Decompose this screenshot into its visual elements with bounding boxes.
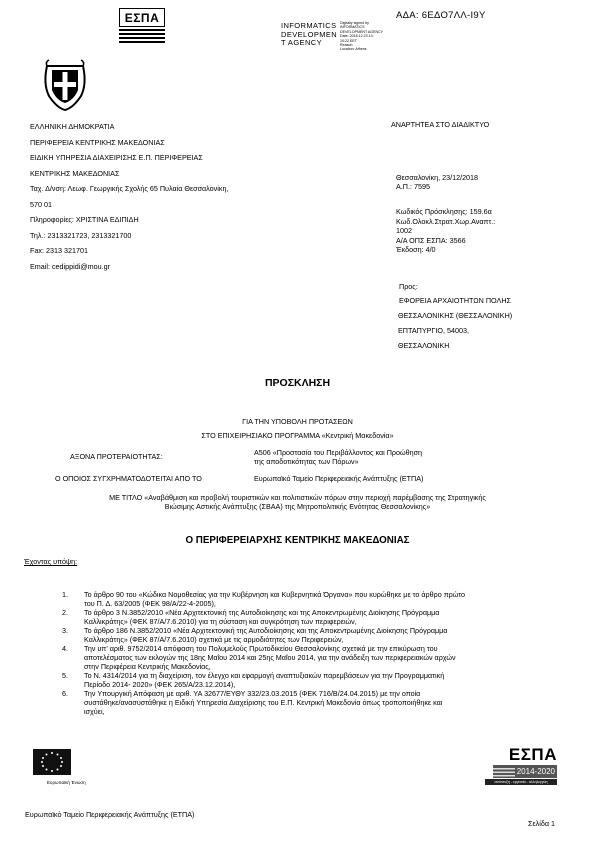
document-meta [396,173,495,255]
list-item-line: του Π. Δ. 63/2005 (ΦΕΚ 98/Α/22-4-2005), [84,599,216,608]
agency-small-2: INFORMATICS [340,25,365,30]
agency-line-1: INFORMATICS [281,21,337,30]
strategy-code-value: 1002 [396,226,412,235]
sender-block [30,119,228,274]
list-item-line: Περίοδο 2014- 2020» (ΦΕΚ 265/Α/23.12.2014), [84,680,236,689]
footer-fund-note: Ευρωπαϊκό Ταμείο Περιφερειακής Ανάπτυξης (ΕΤΠΑ) [25,810,195,819]
eu-flag-icon [33,749,71,775]
list-item [62,608,564,626]
sender-info-contact: Πληροφορίες: ΧΡΙΣΤΙΝΑ ΕΔΙΠΙΔΗ [30,215,139,224]
agency-small-6: Reason: [340,43,354,48]
subject-line: Βιώσιμης Αστικής Ανάπτυξης (ΣΒΑΑ) της Μητροπολιτικής Ενότητας Θεσσαλονίκης» [164,502,431,511]
list-item-line: Το άρθρο 186 Ν.3852/2010 «Νέα Αρχιτεκτονική της Αυτοδιοίκησης και της Αποκεντρωμένης Διοίκησης Πρόγραμμα [84,626,448,635]
list-item [62,689,564,716]
subject-line: ΜΕ ΤΙΤΛΟ «Αναβάθμιση και προβολή τουριστικών και πολιτιστικών πόρων στην περιοχή παρέμβασης της Στρατηγικής [109,493,486,502]
agency-signature-details [340,21,383,52]
list-item-line: Καλλικράτης» (ΦΕΚ 87/Α/7.6.2010) για τη σύσταση και συγκρότηση των περιφερειών, [84,617,357,626]
agency-small-1: Digitally signed by [340,21,369,25]
list-item-line: αποτελέσματος των εκλογών της 18ης Μαΐου 2014 και 25ης Μαΐου 2014, για την ανάδειξη των περιφερειακών αρχών [84,653,456,662]
list-item-line: στην Περιφέρεια Κεντρικής Μακεδονίας, [84,662,211,671]
ops-espa-number: Α/Α ΟΠΣ ΕΣΠΑ: 3566 [396,235,466,245]
version: Έκδοση: 4/0 [396,245,436,254]
espa-logo-stripes-icon [119,27,165,45]
sender-postcode: 570 01 [30,199,52,209]
subject-title [0,493,595,511]
document-date: Θεσσαλονίκη, 23/12/2018 [396,173,479,182]
agency-small-7: Location: Athens [340,47,367,52]
agency-small-5: 10:22 EET [340,38,357,43]
sender-email: Email: cedippidi@mou.gr [30,261,111,271]
priority-axis-value-line: της αποδοτικότητας των Πόρων» [254,457,359,466]
list-item-line: ισχύει, [84,707,105,716]
list-item-number: 6. [62,689,68,698]
espa-footer-years: 2014-2020 [516,767,555,776]
recipient-line: ΕΦΟΡΕΙΑ ΑΡΧΑΙΟΤΗΤΩΝ ΠΟΛΗΣ [399,296,511,305]
list-item-line: Το άρθρο 3 Ν.3852/2010 «Νέα Αρχιτεκτονική της Αυτοδιοίκησης και της Αποκεντρωμένης Διοίκησης Πρόγραμμα [84,608,440,617]
protocol-number: Α.Π.: 7595 [396,182,430,191]
list-item [62,590,564,608]
regional-governor-heading: Ο ΠΕΡΙΦΕΡΕΙΑΡΧΗΣ ΚΕΝΤΡΙΚΗΣ ΜΑΚΕΔΟΝΙΑΣ [185,535,410,546]
greek-flag-icon [493,765,515,778]
list-item-number: 2. [62,608,68,617]
sender-line: ΕΙΔΙΚΗ ΥΠΗΡΕΣΙΑ ΔΙΑΧΕΙΡΙΣΗΣ Ε.Π. ΠΕΡΙΦΕΡΕΙΑΣ [30,153,203,162]
list-item-number: 1. [62,590,68,599]
list-item-line: Καλλικράτης» (ΦΕΚ 87/Α/7.6.2010) σχετικά με τις αρμοδιότητες των Περιφερειών, [84,635,344,644]
sender-phone: Τηλ.: 2313321723, 2313321700 [30,230,132,240]
list-item [62,626,564,644]
agency-small-3: DEVELOPMENT AGENCY [340,29,384,34]
agency-line-2: DEVELOPMEN [281,29,338,39]
publish-note: ΑΝΑΡΤΗΤΕΑ ΣΤΟ ΔΙΑΔΙΚΤΥΟ [391,120,490,129]
list-item-line: Το άρθρο 90 του «Κώδικα Νομοθεσίας για την Κυβέρνηση και Κυβερνητικά Όργανα» που κυρώθηκε με το άρθρο πρώτο [84,590,465,599]
agency-small-4: Date: 2018.12.23 13: [340,34,374,39]
list-item-line: Την υπ' αριθ. 9752/2014 απόφαση του Πολυμελούς Πρωτοδικείου Θεσσαλονίκης σχετικά με την επικύρωση του [84,644,438,653]
agency-signature [281,22,337,48]
having-considered: Έχοντας υπόψη: [24,557,78,566]
priority-axis-label: ΑΞΟΝΑ ΠΡΟΤΕΡΑΙΟΤΗΤΑΣ: [70,452,163,461]
cofund-label: Ο ΟΠΟΙΟΣ ΣΥΓΧΡΗΜΑΤΟΔΟΤΕΙΤΑΙ ΑΠΟ ΤΟ [55,474,202,483]
espa-footer-logo [485,746,557,790]
strategy-code-label: Κωδ.Ολοκλ.Στρατ.Χωρ.Αναπτ.: [396,216,496,226]
sender-fax: Fax: 2313 321701 [30,246,88,255]
invitation-code: Κωδικός Πρόσκλησης: 159.6α [396,207,492,216]
ada-code: ΑΔΑ: 6ΕΔΟ7ΛΛ-Ι9Υ [396,10,486,21]
recipient-block [399,281,512,353]
eu-caption: Ευρωπαϊκή Ένωση [47,780,86,785]
list-item-number: 4. [62,644,68,653]
greek-coat-of-arms-icon [41,56,89,112]
espa-logo-text: ΕΣΠΑ [119,8,165,27]
cofund-value: Ευρωπαϊκό Ταμείο Περιφερειακής Ανάπτυξης (ΕΤΠΑ) [254,474,424,483]
eu-flag-logo [33,749,86,785]
list-item-line: Το Ν. 4314/2014 για τη διαχείριση, τον έλεγχο και εφαρμογή αναπτυξιακών παρεμβάσεων για την Προγραμματική [84,671,445,680]
list-item [62,671,564,689]
recipient-label: Προς: [399,282,418,291]
list-item [62,644,564,671]
list-item-line: Την Υπουργική Απόφαση με αριθ. ΥΑ 32677/ΕΥΘΥ 332/23.03.2015 (ΦΕΚ 716/Β/24.04.2015) με την οποία [84,689,421,698]
subtitle-submission: ΓΙΑ ΤΗΝ ΥΠΟΒΟΛΗ ΠΡΟΤΑΣΕΩΝ [242,417,353,426]
recipient-line: ΘΕΣΣΑΛΟΝΙΚΗ [398,341,450,350]
list-item-number: 3. [62,626,68,635]
espa-footer-slogan: ανάπτυξη - εργασία - αλληλεγγύη [485,779,557,785]
sender-line: ΠΕΡΙΦΕΡΕΙΑ ΚΕΝΤΡΙΚΗΣ ΜΑΚΕΔΟΝΙΑΣ [30,137,165,147]
sender-line: ΚΕΝΤΡΙΚΗΣ ΜΑΚΕΔΟΝΙΑΣ [30,168,120,178]
page-title: ΠΡΟΣΚΛΗΣΗ [264,377,331,389]
recipient-line: ΘΕΣΣΑΛΟΝΙΚΗΣ (ΘΕΣΣΑΛΟΝΙΚΗ) [398,311,513,320]
recipient-line: ΕΠΤΑΠΥΡΓΙΟ, 54003, [398,326,469,335]
list-item-line: συστάθηκε/ανασυστάθηκε η Ειδική Υπηρεσία Διαχείρισης του Ε.Π. Κεντρική Μακεδονία όπως τροποποιήθηκε και [84,698,443,707]
agency-line-3: T AGENCY [281,38,322,47]
priority-axis-value-line: Α506 «Προστασία του Περιβάλλοντος και Προώθηση [254,448,423,457]
espa-footer-big: ΕΣΠΑ [508,745,557,764]
page-number: Σελίδα 1 [528,819,555,828]
priority-axis-value [254,448,422,466]
subtitle-program: ΣΤΟ ΕΠΙΧΕΙΡΗΣΙΑΚΟ ΠΡΟΓΡΑΜΜΑ «Κεντρική Μακεδονία» [201,431,394,440]
considerations-list [62,590,564,716]
sender-address: Ταχ. Δ/νση: Λεωφ. Γεωργικής Σχολής 65 Πυλαία Θεσσαλονίκη, [30,184,229,193]
list-item-number: 5. [62,671,68,680]
sender-line: ΕΛΛΗΝΙΚΗ ΔΗΜΟΚΡΑΤΙΑ [30,122,115,131]
espa-header-logo [119,8,165,44]
